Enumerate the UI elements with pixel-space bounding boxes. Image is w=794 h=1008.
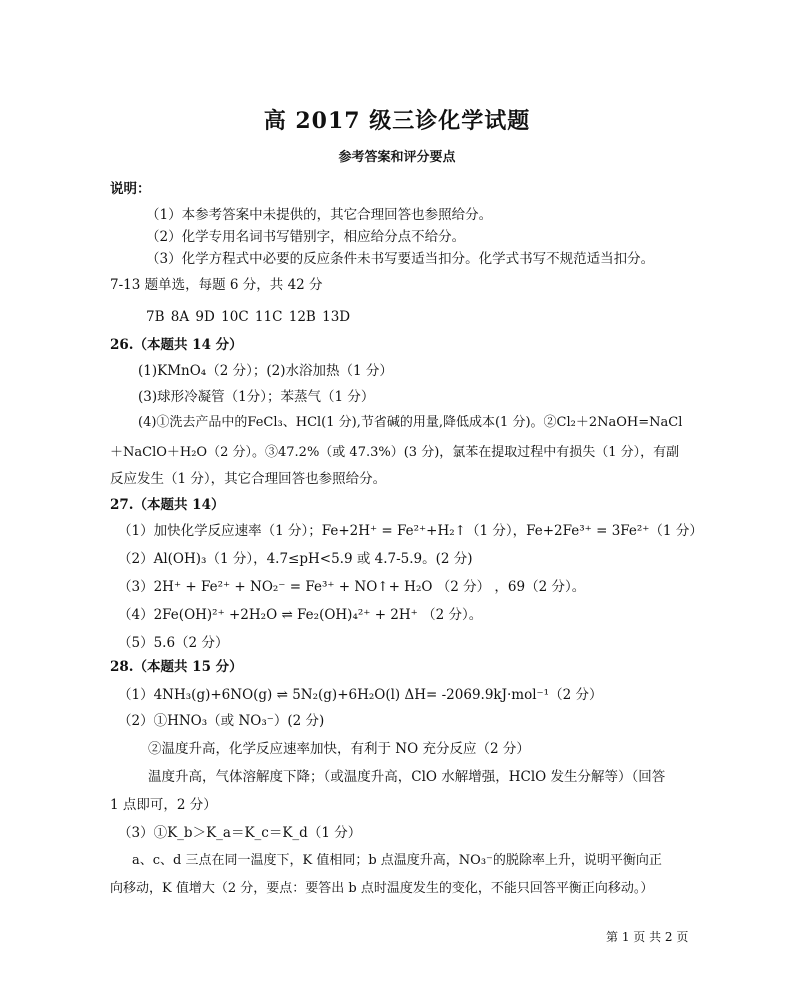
mc-answers: 7B 8A 9D 10C 11C 12B 13D [146, 309, 351, 325]
q28-line-2: （2）①HNO₃（或 NO₃⁻）(2 分) [118, 713, 325, 729]
q28-line-5: 1 点即可，2 分） [110, 797, 217, 813]
q26-line-4: ＋NaClO＋H₂O（2 分）。③47.2%（或 47.3%）(3 分)，氯苯在提取过程中有损失（1 分），有副 [110, 445, 680, 460]
note-item-1: （1）本参考答案中未提供的，其它合理回答也参照给分。 [146, 207, 493, 223]
note-item-3: （3）化学方程式中必要的反应条件未书写要适当扣分。化学式书写不规范适当扣分。 [146, 251, 655, 267]
q26-line-5: 反应发生（1 分），其它合理回答也参照给分。 [110, 471, 387, 487]
q27-heading: 27.（本题共 14） [110, 497, 225, 513]
page-subtitle: 参考答案和评分要点 [338, 150, 456, 165]
q26-line-1: (1)KMnO₄（2 分）；(2)水浴加热（1 分） [138, 363, 393, 379]
q28-line-4: 温度升高，气体溶解度下降；（或温度升高，ClO 水解增强，HClO 发生分解等）（回答 [148, 769, 666, 785]
q28-line-7: a、c、d 三点在同一温度下，K 值相同；b 点温度升高，NO₃⁻的脱除率上升，说明平衡向正 [132, 853, 662, 868]
page-footer: 第 1 页 共 2 页 [606, 930, 689, 944]
q28-line-6: （3）①K_b＞K_a＝K_c＝K_d（1 分） [118, 825, 362, 841]
q27-line-3: （3）2H⁺ + Fe²⁺ + NO₂⁻ = Fe³⁺ + NO↑+ H₂O （2 分） ，69（2 分）。 [118, 579, 586, 595]
q27-line-2: （2）Al(OH)₃（1 分），4.7≤pH<5.9 或 4.7-5.9。(2 分) [118, 551, 473, 567]
notes-heading: 说明： [110, 181, 151, 197]
q27-line-5: （5）5.6（2 分） [118, 635, 229, 651]
q27-line-1: （1）加快化学反应速率（1 分）；Fe+2H⁺ = Fe²⁺+H₂↑（1 分），Fe+2Fe³⁺ = 3Fe²⁺（1 分） [118, 523, 703, 539]
q26-heading: 26.（本题共 14 分） [110, 337, 243, 353]
q27-line-4: （4）2Fe(OH)²⁺ +2H₂O ⇌ Fe₂(OH)₄²⁺ + 2H⁺ （2 分）。 [118, 607, 483, 623]
q28-heading: 28.（本题共 15 分） [110, 659, 243, 675]
q28-line-3: ②温度升高，化学反应速率加快，有利于 NO 充分反应（2 分） [148, 741, 530, 757]
q28-line-8: 向移动，K 值增大（2 分，要点：要答出 b 点时温度发生的变化，不能只回答平衡正向移动。） [110, 881, 654, 896]
mc-intro: 7-13 题单选，每题 6 分，共 42 分 [110, 277, 323, 293]
q26-line-2: (3)球形冷凝管（1分）；苯蒸气（1 分） [138, 389, 375, 405]
page-title: 高 2017 级三诊化学试题 [263, 108, 531, 134]
q28-line-1: （1）4NH₃(g)+6NO(g) ⇌ 5N₂(g)+6H₂O(l) ΔH= -2069.9kJ·mol⁻¹（2 分） [118, 687, 603, 703]
note-item-2: （2）化学专用名词书写错别字，相应给分点不给分。 [146, 229, 466, 245]
q26-line-3: (4)①洗去产品中的FeCl₃、HCl(1 分),节省碱的用量,降低成本(1 分)。②Cl₂＋2NaOH=NaCl [138, 415, 683, 430]
